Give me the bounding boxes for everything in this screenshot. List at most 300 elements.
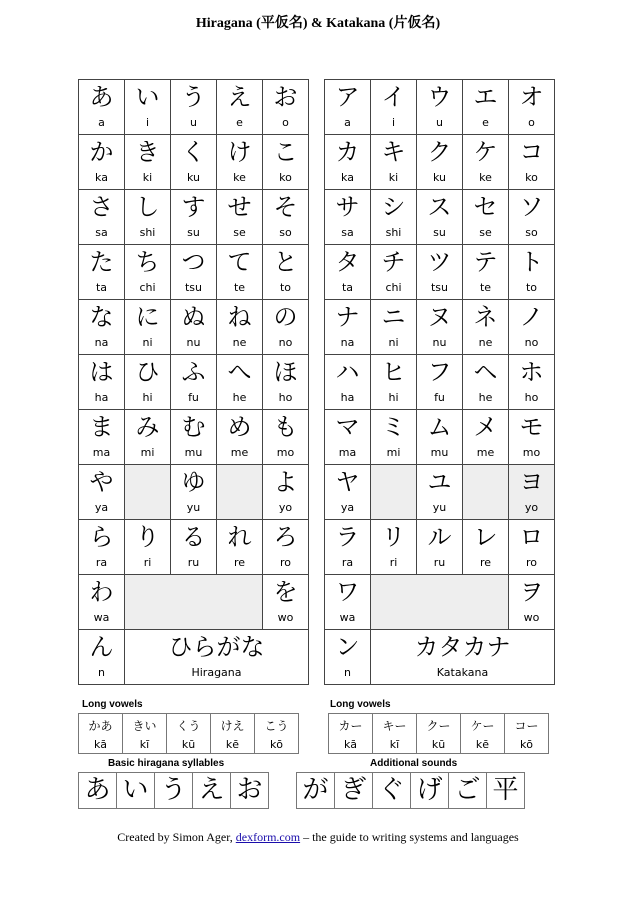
syllable-box: ご xyxy=(449,773,487,809)
kana-cell xyxy=(79,355,125,410)
romanization: u xyxy=(190,116,197,129)
kana-glyph: ウ xyxy=(427,83,452,111)
long-vowel-romanization: kā xyxy=(343,738,358,751)
kana-glyph: を xyxy=(273,578,298,606)
long-vowel-cell xyxy=(167,714,211,754)
empty-cell xyxy=(125,575,263,630)
long-vowel-romanization: kē xyxy=(225,738,240,751)
romanization: ku xyxy=(432,171,446,184)
kana-glyph: シ xyxy=(381,193,406,221)
kana-cell xyxy=(217,355,263,410)
romanization: u xyxy=(436,116,443,129)
romanization: Hiragana xyxy=(191,666,242,679)
romanization: te xyxy=(479,281,492,294)
long-vowel-kana: カー xyxy=(338,719,363,733)
kana-cell xyxy=(509,135,555,190)
kana-cell xyxy=(79,465,125,520)
romanization: wo xyxy=(523,611,540,624)
kana-cell xyxy=(509,520,555,575)
romanization: ni xyxy=(142,336,153,349)
kana-cell xyxy=(463,355,509,410)
long-vowel-romanization: kū xyxy=(431,738,446,751)
romanization: ma xyxy=(338,446,357,459)
romanization: no xyxy=(524,336,539,349)
romanization: te xyxy=(233,281,246,294)
kana-glyph: ナ xyxy=(335,303,360,331)
kana-glyph: ル xyxy=(427,523,452,551)
kana-cell xyxy=(125,80,171,135)
romanization: su xyxy=(187,226,200,239)
romanization: ro xyxy=(525,556,537,569)
kana-cell xyxy=(325,300,371,355)
romanization: so xyxy=(525,226,538,239)
romanization: ho xyxy=(524,391,539,404)
syllable-box: が xyxy=(297,773,335,809)
kana-cell xyxy=(509,410,555,465)
kana-glyph: ぬ xyxy=(181,303,206,331)
kana-glyph: け xyxy=(227,138,252,166)
romanization: mu xyxy=(430,446,449,459)
kana-cell xyxy=(463,190,509,245)
romanization: mi xyxy=(140,446,155,459)
romanization: e xyxy=(482,116,489,129)
empty-cell xyxy=(371,575,509,630)
kana-glyph: ゆ xyxy=(181,468,206,496)
romanization: a xyxy=(344,116,351,129)
romanization: sa xyxy=(95,226,108,239)
romanization: se xyxy=(479,226,492,239)
kana-glyph: な xyxy=(89,303,114,331)
long-vowels-katakana xyxy=(328,713,549,754)
long-vowel-kana: けえ xyxy=(220,719,245,733)
romanization: yo xyxy=(278,501,293,514)
kana-glyph: チ xyxy=(381,248,406,276)
kana-cell xyxy=(371,245,417,300)
kana-glyph: ン xyxy=(335,633,360,661)
romanization: i xyxy=(391,116,396,129)
kana-cell xyxy=(79,190,125,245)
romanization: to xyxy=(525,281,538,294)
empty-cell xyxy=(217,465,263,520)
kana-cell xyxy=(509,190,555,245)
kana-glyph: ニ xyxy=(381,303,406,331)
romanization: ki xyxy=(142,171,153,184)
kana-cell xyxy=(509,575,555,630)
basic-syllables-strip xyxy=(78,772,269,809)
romanization: ka xyxy=(95,171,108,184)
long-vowel-cell xyxy=(211,714,255,754)
kana-glyph: も xyxy=(273,413,298,441)
kana-cell xyxy=(125,190,171,245)
kana-glyph: ヌ xyxy=(427,303,452,331)
footer-link[interactable]: dexform.com xyxy=(235,830,301,844)
romanization: so xyxy=(279,226,292,239)
kana-glyph: ラ xyxy=(335,523,360,551)
kana-cell xyxy=(263,410,309,465)
romanization: shi xyxy=(139,226,156,239)
kana-cell xyxy=(79,520,125,575)
kana-glyph: つ xyxy=(181,248,206,276)
kana-cell xyxy=(417,355,463,410)
kana-cell xyxy=(509,80,555,135)
kana-cell xyxy=(125,245,171,300)
romanization: yu xyxy=(186,501,201,514)
romanization: ho xyxy=(278,391,293,404)
kana-glyph: タ xyxy=(335,248,360,276)
kana-glyph: と xyxy=(273,248,298,276)
syllable-box: え xyxy=(193,773,231,809)
kana-cell xyxy=(463,135,509,190)
kana-glyph: ひらがな xyxy=(168,633,265,661)
long-vowel-kana: こう xyxy=(264,719,289,733)
kana-glyph: ネ xyxy=(473,303,498,331)
romanization: to xyxy=(279,281,292,294)
long-vowel-romanization: kī xyxy=(389,738,400,751)
romanization: ki xyxy=(388,171,399,184)
kana-glyph: さ xyxy=(89,193,114,221)
long-vowels-label-left: Long vowels xyxy=(82,699,143,710)
hiragana-table xyxy=(78,79,309,685)
kana-cell xyxy=(417,80,463,135)
kana-cell xyxy=(325,135,371,190)
kana-glyph: や xyxy=(89,468,114,496)
kana-cell xyxy=(79,410,125,465)
kana-cell xyxy=(171,190,217,245)
romanization: na xyxy=(340,336,355,349)
kana-cell xyxy=(417,245,463,300)
kana-cell xyxy=(463,245,509,300)
kana-cell xyxy=(371,355,417,410)
romanization: chi xyxy=(139,281,156,294)
romanization: fu xyxy=(188,391,199,404)
romanization: he xyxy=(478,391,493,404)
romanization: ri xyxy=(389,556,398,569)
long-vowel-romanization: kō xyxy=(269,738,284,751)
kana-glyph: ハ xyxy=(335,358,360,386)
kana-glyph: こ xyxy=(273,138,298,166)
kana-cell xyxy=(217,245,263,300)
kana-cell xyxy=(325,190,371,245)
kana-cell xyxy=(417,520,463,575)
kana-glyph: ツ xyxy=(427,248,452,276)
kana-glyph: ヘ xyxy=(473,358,498,386)
romanization: Katakana xyxy=(436,666,489,679)
romanization: n xyxy=(344,666,351,679)
kana-cell xyxy=(325,630,371,685)
long-vowels-label-right: Long vowels xyxy=(330,699,391,710)
romanization: n xyxy=(98,666,105,679)
syllable-box: げ xyxy=(411,773,449,809)
romanization: ya xyxy=(340,501,355,514)
romanization: re xyxy=(479,556,492,569)
kana-cell xyxy=(463,520,509,575)
empty-cell xyxy=(371,465,417,520)
kana-glyph: ヨ xyxy=(519,468,544,496)
kana-glyph: お xyxy=(273,83,298,111)
long-vowels-hiragana xyxy=(78,713,299,754)
romanization: ni xyxy=(388,336,399,349)
romanization: ne xyxy=(232,336,247,349)
romanization: ma xyxy=(92,446,111,459)
kana-cell xyxy=(263,575,309,630)
kana-glyph: あ xyxy=(89,83,114,111)
kana-cell xyxy=(217,410,263,465)
kana-cell xyxy=(217,190,263,245)
kana-cell xyxy=(325,245,371,300)
kana-glyph: リ xyxy=(381,523,406,551)
romanization: ko xyxy=(279,171,292,184)
romanization: ta xyxy=(95,281,108,294)
kana-glyph: テ xyxy=(473,248,498,276)
kana-cell xyxy=(263,465,309,520)
kana-cell xyxy=(509,465,555,520)
romanization: ke xyxy=(233,171,246,184)
kana-glyph: ノ xyxy=(519,303,544,331)
kana-cell xyxy=(125,135,171,190)
kana-cell xyxy=(125,300,171,355)
kana-cell xyxy=(371,410,417,465)
kana-glyph: レ xyxy=(473,523,498,551)
kana-glyph: き xyxy=(135,138,160,166)
syllable-box: お xyxy=(231,773,269,809)
kana-glyph: ん xyxy=(89,633,114,661)
long-vowel-kana: かあ xyxy=(88,719,113,733)
long-vowel-kana: ケー xyxy=(470,719,495,733)
kana-glyph: サ xyxy=(335,193,360,221)
kana-glyph: ワ xyxy=(335,578,360,606)
romanization: ku xyxy=(186,171,200,184)
kana-cell xyxy=(509,245,555,300)
romanization: yu xyxy=(432,501,447,514)
kana-glyph: す xyxy=(181,193,206,221)
romanization: na xyxy=(94,336,109,349)
kana-glyph: ヒ xyxy=(381,358,406,386)
kana-glyph: メ xyxy=(473,413,498,441)
kana-glyph: ら xyxy=(89,523,114,551)
kana-glyph: ス xyxy=(427,193,452,221)
kana-glyph: え xyxy=(227,83,252,111)
kana-cell xyxy=(509,300,555,355)
empty-cell xyxy=(463,465,509,520)
romanization: wo xyxy=(277,611,294,624)
long-vowel-cell xyxy=(505,714,549,754)
kana-cell xyxy=(325,520,371,575)
romanization: mo xyxy=(522,446,541,459)
kana-cell xyxy=(79,80,125,135)
kana-glyph: ヤ xyxy=(335,468,360,496)
romanization: su xyxy=(433,226,446,239)
kana-glyph: れ xyxy=(227,523,252,551)
romanization: tsu xyxy=(430,281,448,294)
romanization: wa xyxy=(93,611,110,624)
kana-glyph: コ xyxy=(519,138,544,166)
kana-cell xyxy=(171,135,217,190)
kana-glyph: イ xyxy=(381,83,406,111)
long-vowel-cell xyxy=(255,714,299,754)
kana-cell xyxy=(171,465,217,520)
kana-glyph: ね xyxy=(227,303,252,331)
additional-sounds-label: Additional sounds xyxy=(370,758,458,769)
romanization: se xyxy=(233,226,246,239)
romanization: fu xyxy=(434,391,445,404)
long-vowel-cell xyxy=(79,714,123,754)
basic-syllables-label: Basic hiragana syllables xyxy=(108,758,225,769)
kana-cell xyxy=(263,245,309,300)
long-vowel-kana: くう xyxy=(176,719,201,733)
kana-cell xyxy=(463,410,509,465)
kana-glyph: い xyxy=(135,83,160,111)
romanization: sa xyxy=(341,226,354,239)
kana-cell xyxy=(79,300,125,355)
kana-glyph: ホ xyxy=(519,358,544,386)
kana-cell xyxy=(371,520,417,575)
kana-glyph: め xyxy=(227,413,252,441)
romanization: a xyxy=(98,116,105,129)
kana-glyph: む xyxy=(181,413,206,441)
romanization: hi xyxy=(388,391,399,404)
romanization: ra xyxy=(95,556,108,569)
kana-glyph: に xyxy=(135,303,160,331)
kana-cell xyxy=(263,190,309,245)
kana-glyph: ロ xyxy=(519,523,544,551)
romanization: nu xyxy=(432,336,447,349)
kana-glyph: ひ xyxy=(135,358,160,386)
page-title: Hiragana (平仮名) & Katakana (片仮名) xyxy=(195,16,441,31)
romanization: me xyxy=(476,446,495,459)
romanization: ya xyxy=(94,501,109,514)
long-vowel-romanization: kō xyxy=(519,738,534,751)
kana-cell xyxy=(417,135,463,190)
syllable-box: 平 xyxy=(487,773,525,809)
kana-cell xyxy=(79,630,125,685)
kana-glyph: り xyxy=(135,523,160,551)
romanization: ne xyxy=(478,336,493,349)
kana-glyph: る xyxy=(181,523,206,551)
kana-glyph: た xyxy=(89,248,114,276)
kana-cell xyxy=(263,300,309,355)
long-vowel-cell xyxy=(329,714,373,754)
romanization: yo xyxy=(524,501,539,514)
romanization: ru xyxy=(433,556,446,569)
kana-cell xyxy=(417,465,463,520)
kana-cell xyxy=(217,80,263,135)
romanization: ra xyxy=(341,556,354,569)
long-vowel-romanization: kī xyxy=(139,738,150,751)
long-vowel-romanization: kē xyxy=(475,738,490,751)
kana-glyph: キ xyxy=(381,138,406,166)
kana-cell xyxy=(371,80,417,135)
kana-glyph: マ xyxy=(335,413,360,441)
kana-cell xyxy=(79,245,125,300)
kana-glyph: く xyxy=(181,138,206,166)
kana-cell xyxy=(125,410,171,465)
kana-glyph: わ xyxy=(89,578,114,606)
romanization: ta xyxy=(341,281,354,294)
romanization: ru xyxy=(187,556,200,569)
kana-glyph: ア xyxy=(335,83,360,111)
kana-glyph: エ xyxy=(473,83,498,111)
romanization: me xyxy=(230,446,249,459)
kana-cell xyxy=(325,465,371,520)
romanization: tsu xyxy=(184,281,202,294)
kana-cell xyxy=(171,80,217,135)
kana-cell xyxy=(463,300,509,355)
kana-glyph: ち xyxy=(135,248,160,276)
syllable-box: ぐ xyxy=(373,773,411,809)
romanization: mu xyxy=(184,446,203,459)
kana-glyph: ヲ xyxy=(519,578,544,606)
kana-cell xyxy=(171,300,217,355)
romanization: ro xyxy=(279,556,291,569)
additional-sounds-strip xyxy=(296,772,525,809)
romanization: ke xyxy=(479,171,492,184)
kana-cell xyxy=(125,355,171,410)
kana-cell xyxy=(263,520,309,575)
syllable-box: い xyxy=(117,773,155,809)
kana-glyph: へ xyxy=(227,358,252,386)
kana-glyph: ム xyxy=(427,413,452,441)
kana-cell xyxy=(263,80,309,135)
kana-glyph: ク xyxy=(427,138,452,166)
kana-glyph: フ xyxy=(427,358,452,386)
katakana-table xyxy=(324,79,555,685)
kana-cell xyxy=(371,300,417,355)
syllable-box: あ xyxy=(79,773,117,809)
kana-cell xyxy=(171,355,217,410)
long-vowel-cell xyxy=(417,714,461,754)
romanization: ri xyxy=(143,556,152,569)
romanization: ka xyxy=(341,171,354,184)
kana-cell xyxy=(263,355,309,410)
kana-glyph: ほ xyxy=(273,358,298,386)
romanization: ko xyxy=(525,171,538,184)
kana-glyph: セ xyxy=(473,193,498,221)
syllable-box: う xyxy=(155,773,193,809)
long-vowel-cell xyxy=(373,714,417,754)
footer-prefix: Created by Simon Ager, xyxy=(117,830,236,844)
kana-cell xyxy=(79,575,125,630)
kana-cell xyxy=(417,190,463,245)
romanization: wa xyxy=(339,611,356,624)
kana-glyph: の xyxy=(273,303,298,331)
long-vowel-kana: クー xyxy=(426,719,451,733)
kana-cell xyxy=(371,135,417,190)
kana-cell xyxy=(217,300,263,355)
kana-glyph: ト xyxy=(519,248,544,276)
kana-glyph: し xyxy=(135,193,160,221)
kana-glyph: み xyxy=(135,413,160,441)
long-vowel-romanization: kā xyxy=(93,738,108,751)
kana-glyph: モ xyxy=(519,413,544,441)
kana-glyph: う xyxy=(181,83,206,111)
romanization: ha xyxy=(94,391,109,404)
romanization: mi xyxy=(386,446,401,459)
romanization: re xyxy=(233,556,246,569)
kana-cell xyxy=(417,410,463,465)
kana-glyph: か xyxy=(89,138,114,166)
syllable-box: ぎ xyxy=(335,773,373,809)
kana-cell xyxy=(325,575,371,630)
kana-glyph: カタカナ xyxy=(414,633,511,661)
kana-cell xyxy=(125,520,171,575)
romanization: e xyxy=(236,116,243,129)
kana-cell xyxy=(463,80,509,135)
kana-glyph: カ xyxy=(335,138,360,166)
romanization: chi xyxy=(385,281,402,294)
script-name-cell xyxy=(371,630,555,685)
kana-cell xyxy=(79,135,125,190)
romanization: mo xyxy=(276,446,295,459)
